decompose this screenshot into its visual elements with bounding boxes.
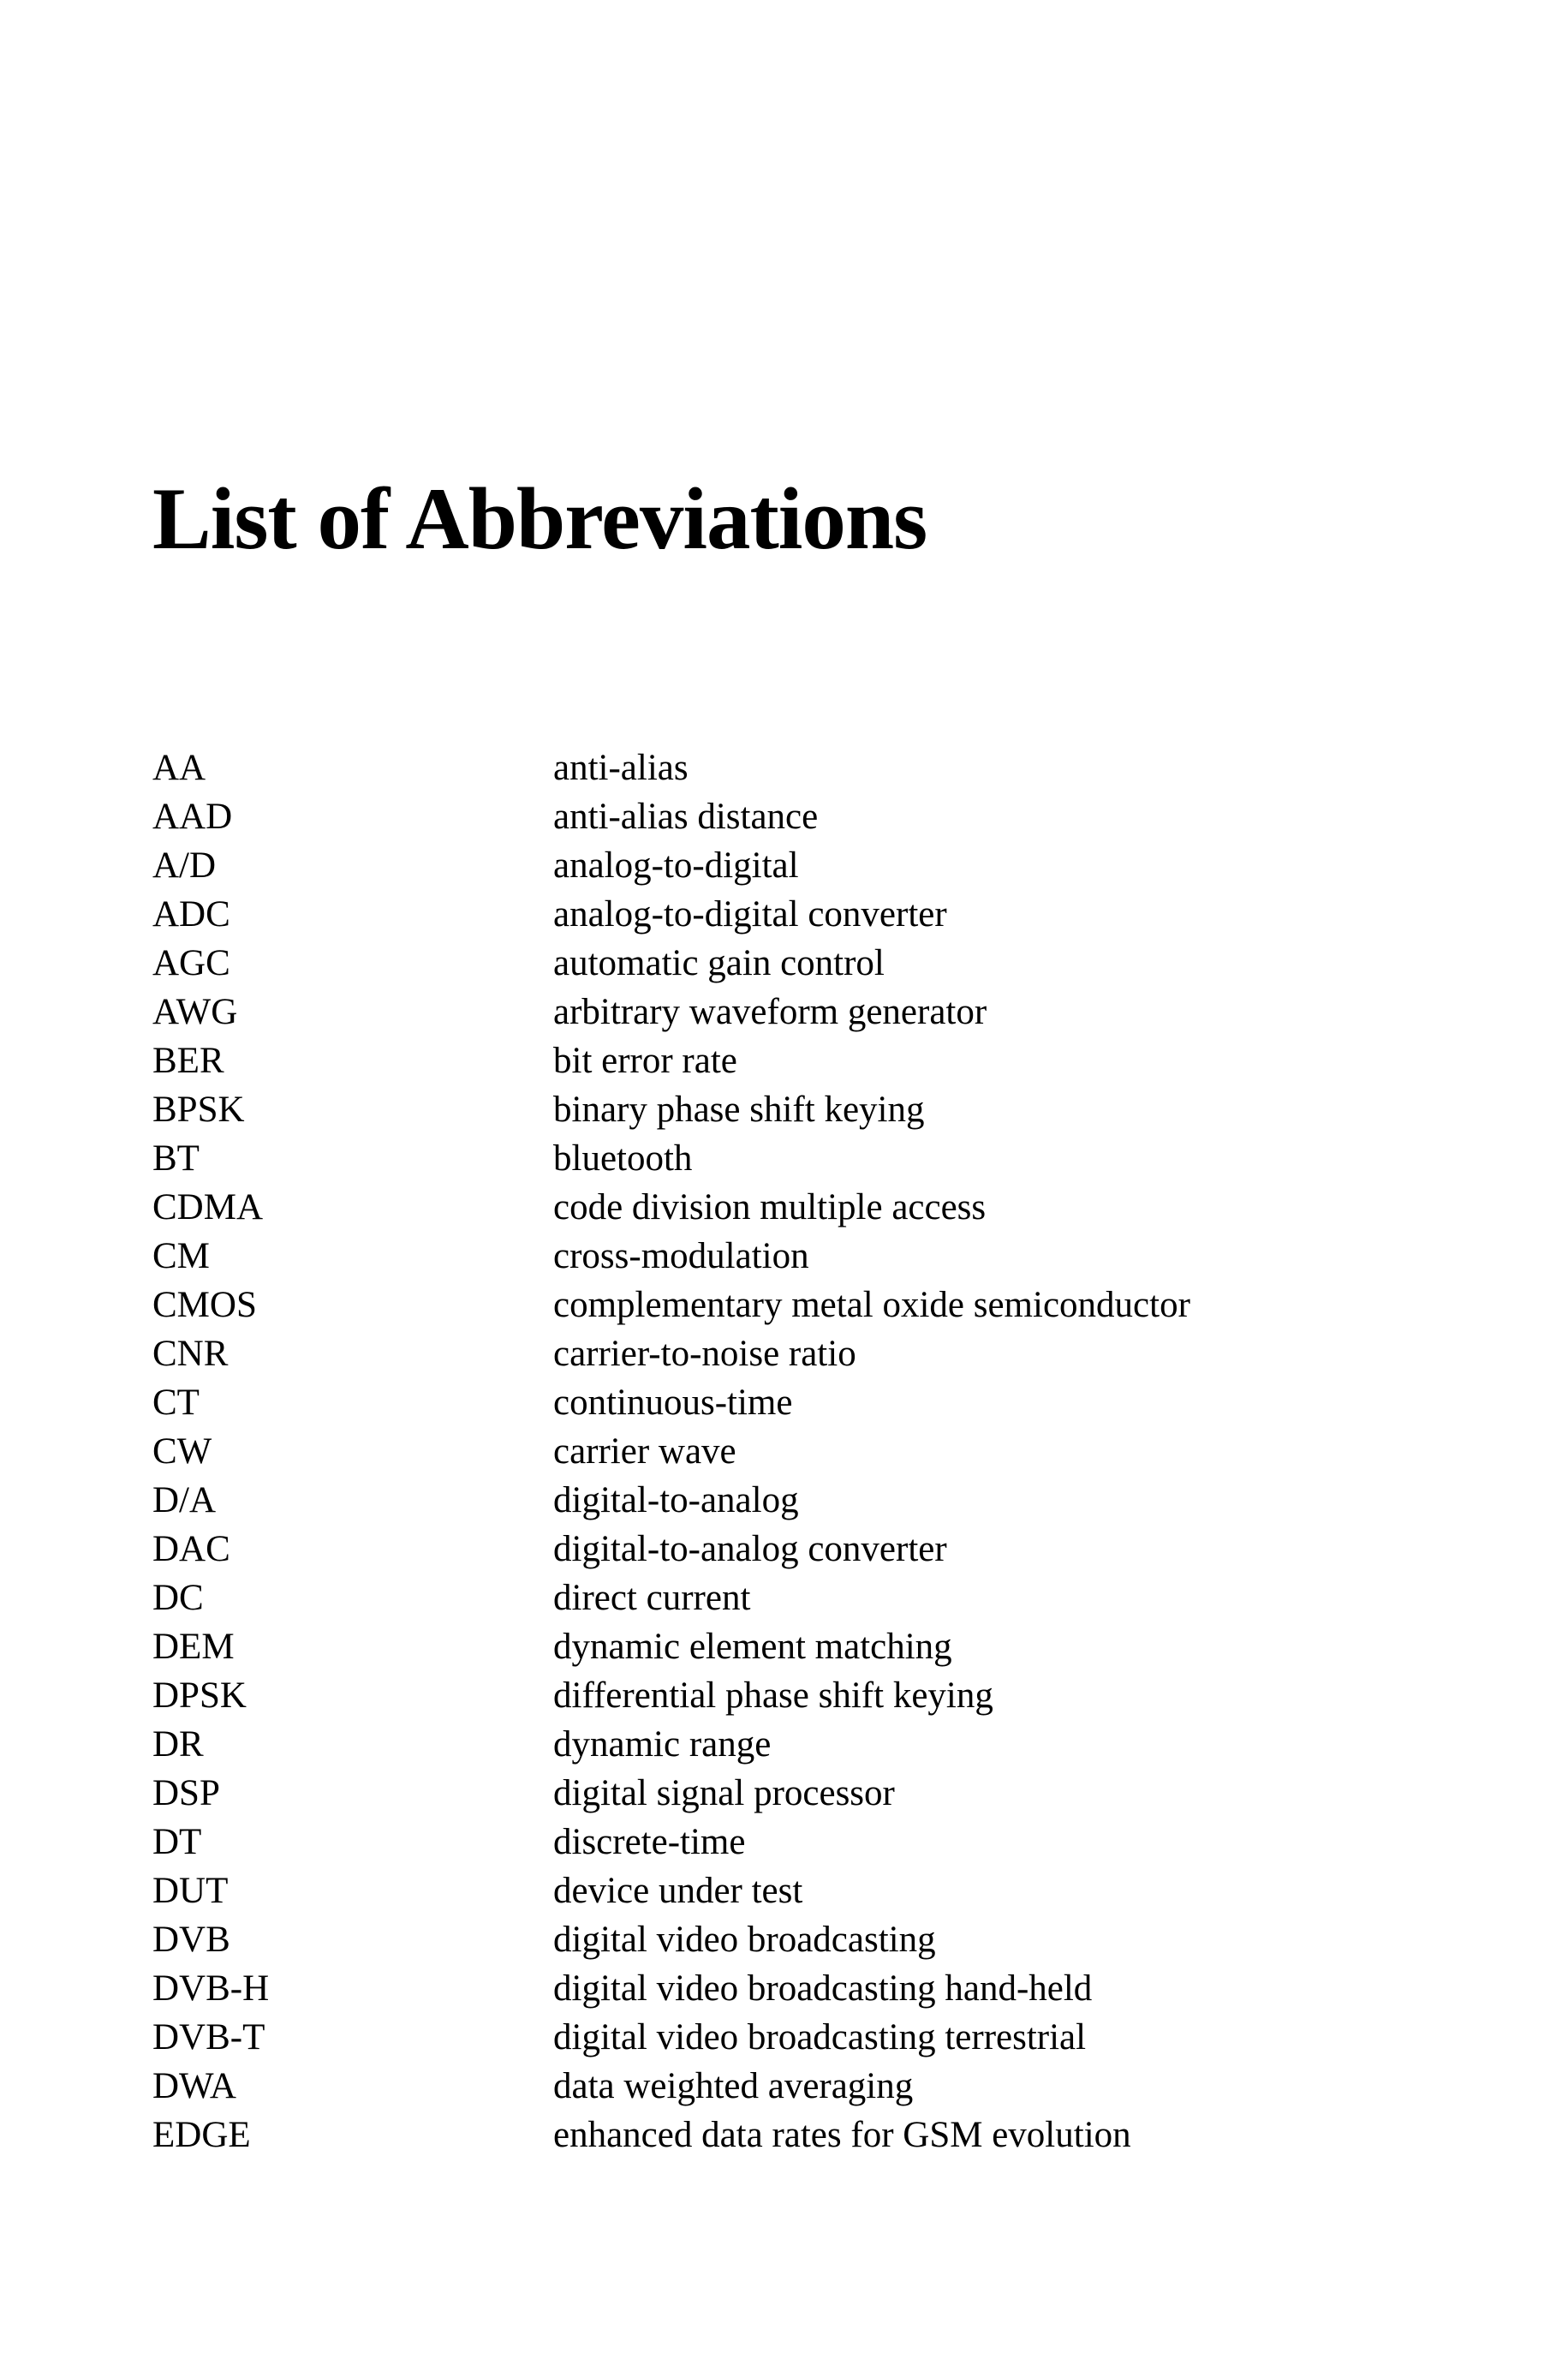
- abbreviation-term: DSP: [152, 1773, 220, 1813]
- abbreviation-row: [152, 1769, 1437, 1818]
- abbreviation-row: [152, 1036, 1437, 1085]
- abbreviation-definition: bit error rate: [553, 1041, 737, 1081]
- abbreviation-definition: discrete-time: [553, 1822, 746, 1862]
- abbreviation-definition: dynamic range: [553, 1724, 772, 1765]
- abbreviation-row: [152, 939, 1437, 988]
- abbreviation-row: [152, 1964, 1437, 2013]
- abbreviation-definition: digital video broadcasting hand-held: [553, 1968, 1093, 2009]
- abbreviation-definition: bluetooth: [553, 1138, 693, 1179]
- abbreviation-term: DAC: [152, 1529, 230, 1569]
- abbreviation-term: DVB-T: [152, 2017, 265, 2057]
- abbreviation-definition: continuous-time: [553, 1383, 793, 1423]
- abbreviation-row: [152, 988, 1437, 1036]
- abbreviation-term: CDMA: [152, 1187, 264, 1227]
- abbreviation-term: A/D: [152, 845, 217, 886]
- abbreviation-term: AWG: [152, 992, 238, 1032]
- abbreviation-definition: carrier wave: [553, 1431, 736, 1472]
- abbreviation-definition: differential phase shift keying: [553, 1675, 993, 1716]
- abbreviation-row: [152, 1622, 1437, 1671]
- abbreviation-row: [152, 1818, 1437, 1866]
- abbreviation-definition: carrier-to-noise ratio: [553, 1334, 856, 1374]
- abbreviation-definition: digital video broadcasting: [553, 1920, 936, 1960]
- abbreviation-term: CW: [152, 1431, 212, 1472]
- abbreviation-term: CNR: [152, 1334, 229, 1374]
- abbreviation-definition: anti-alias: [553, 748, 689, 788]
- abbreviation-row: [152, 890, 1437, 939]
- abbreviation-term: DR: [152, 1724, 204, 1765]
- abbreviation-row: [152, 1720, 1437, 1769]
- abbreviation-row: [152, 1671, 1437, 1720]
- abbreviation-definition: arbitrary waveform generator: [553, 992, 987, 1032]
- abbreviation-term: DVB-H: [152, 1968, 270, 2009]
- abbreviation-definition: digital signal processor: [553, 1773, 895, 1813]
- abbreviation-definition: digital video broadcasting terrestrial: [553, 2017, 1087, 2057]
- abbreviation-term: BT: [152, 1138, 200, 1179]
- abbreviation-row: [152, 1378, 1437, 1427]
- page-title: List of Abbreviations: [152, 470, 927, 568]
- abbreviation-row: [152, 2111, 1437, 2159]
- abbreviation-term: DUT: [152, 1871, 229, 1911]
- abbreviation-definition: automatic gain control: [553, 943, 885, 983]
- abbreviation-term: BER: [152, 1041, 224, 1081]
- abbreviation-term: AGC: [152, 943, 230, 983]
- abbreviation-term: DPSK: [152, 1675, 247, 1716]
- abbreviation-term: EDGE: [152, 2115, 251, 2155]
- abbreviation-term: DWA: [152, 2066, 236, 2106]
- abbreviation-row: [152, 792, 1437, 841]
- abbreviation-row: [152, 1085, 1437, 1134]
- abbreviation-term: D/A: [152, 1480, 217, 1520]
- abbreviation-definition: data weighted averaging: [553, 2066, 914, 2106]
- abbreviation-row: [152, 1134, 1437, 1183]
- abbreviation-row: [152, 1574, 1437, 1622]
- abbreviation-term: DT: [152, 1822, 202, 1862]
- abbreviation-definition: enhanced data rates for GSM evolution: [553, 2115, 1131, 2155]
- abbreviation-row: [152, 744, 1437, 792]
- abbreviation-row: [152, 2013, 1437, 2062]
- abbreviation-row: [152, 1915, 1437, 1964]
- abbreviation-term: AAD: [152, 797, 233, 837]
- abbreviation-term: DVB: [152, 1920, 230, 1960]
- abbreviation-term: CT: [152, 1383, 200, 1423]
- abbreviation-definition: direct current: [553, 1578, 751, 1618]
- abbreviation-term: DC: [152, 1578, 204, 1618]
- abbreviation-definition: dynamic element matching: [553, 1627, 952, 1667]
- abbreviation-definition: analog-to-digital: [553, 845, 799, 886]
- abbreviation-row: [152, 841, 1437, 890]
- abbreviation-definition: anti-alias distance: [553, 797, 819, 837]
- abbreviation-definition: cross-modulation: [553, 1236, 809, 1276]
- abbreviation-definition: complementary metal oxide semiconductor: [553, 1285, 1190, 1325]
- abbreviation-term: CMOS: [152, 1285, 257, 1325]
- abbreviation-definition: binary phase shift keying: [553, 1090, 925, 1130]
- abbreviation-row: [152, 1476, 1437, 1525]
- abbreviation-row: [152, 2062, 1437, 2111]
- abbreviation-term: AA: [152, 748, 206, 788]
- abbreviation-term: DEM: [152, 1627, 235, 1667]
- abbreviation-definition: digital-to-analog: [553, 1480, 799, 1520]
- abbreviation-row: [152, 1183, 1437, 1232]
- abbreviation-row: [152, 1232, 1437, 1281]
- abbreviation-term: BPSK: [152, 1090, 245, 1130]
- abbreviation-row: [152, 1427, 1437, 1476]
- abbreviation-row: [152, 1525, 1437, 1574]
- abbreviation-row: [152, 1329, 1437, 1378]
- abbreviation-definition: analog-to-digital converter: [553, 894, 947, 935]
- abbreviation-definition: digital-to-analog converter: [553, 1529, 947, 1569]
- abbreviation-definition: code division multiple access: [553, 1187, 987, 1227]
- abbreviation-term: ADC: [152, 894, 230, 935]
- abbreviation-list: [152, 744, 1437, 2159]
- abbreviation-definition: device under test: [553, 1871, 803, 1911]
- abbreviation-row: [152, 1281, 1437, 1329]
- abbreviation-row: [152, 1866, 1437, 1915]
- abbreviation-term: CM: [152, 1236, 210, 1276]
